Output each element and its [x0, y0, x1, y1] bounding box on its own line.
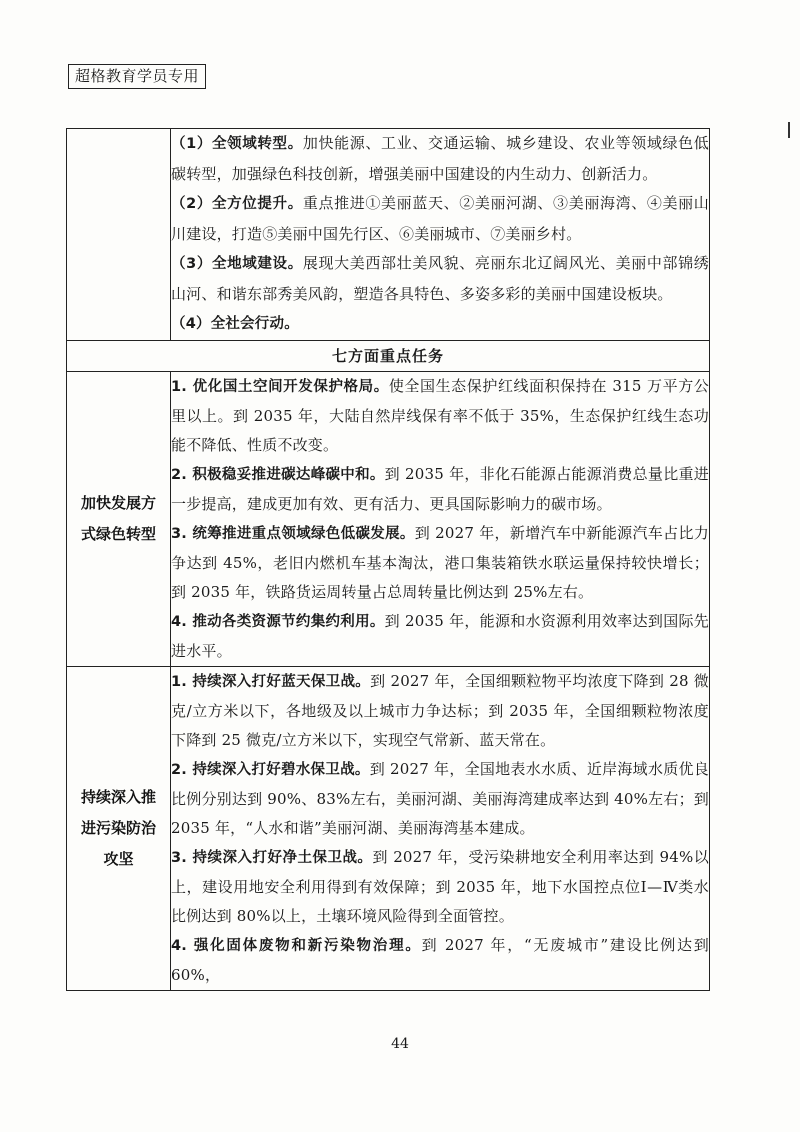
paragraph: 1. 持续深入打好蓝天保卫战。到 2027 年，全国细颗粒物平均浓度下降到 28 微克/立方米以下，各地级及以上城市力争达标；到 2035 年，全国细颗粒物浓度下降到 25 微克/立方米以下，实现空气常新、蓝天常在。: [171, 671, 709, 749]
paragraph: （1）全领域转型。加快能源、工业、交通运输、城乡建设、农业等领域绿色低碳转型，加强绿色科技创新，增强美丽中国建设的内生动力、创新活力。: [171, 134, 710, 183]
margin-mark: [788, 122, 790, 138]
table-row: [67, 666, 710, 990]
top-block-cell: [171, 129, 710, 341]
paragraph: 1. 优化国土空间开发保护格局。使全国生态保护红线面积保持在 315 万平方公里以上。到 2035 年，大陆自然岸线保有率不低于 35%，生态保护红线生态功能不降低、性质不改变。: [171, 376, 709, 454]
paragraph: 3. 持续深入打好净土保卫战。到 2027 年，受污染耕地安全利用率达到 94%以上，建设用地安全利用得到有效保障；到 2035 年，地下水国控点位Ⅰ—Ⅳ类水比例达到 80%以上，土壤环境风险得到全面管控。: [171, 847, 709, 925]
section-row: [67, 340, 710, 371]
row-body: [171, 666, 710, 990]
paragraph: 2. 积极稳妥推进碳达峰碳中和。到 2035 年，非化石能源占能源消费总量比重进一步提高，建成更加有效、更有活力、更具国际影响力的碳市场。: [171, 464, 709, 513]
row-label: 加快发展方 式绿色转型: [67, 371, 171, 666]
paragraph: 2. 持续深入打好碧水保卫战。到 2027 年，全国地表水水质、近岸海域水质优良比例分别达到 90%、83%左右，美丽河湖、美丽海湾建成率达到 40%左右；到 2035 年，“人水和谐”美丽河湖、美丽海湾基本建成。: [171, 759, 709, 837]
empty-label-cell: [67, 129, 171, 341]
section-title: 七方面重点任务: [67, 340, 710, 371]
paragraph: 3. 统筹推进重点领域绿色低碳发展。到 2027 年，新增汽车中新能源汽车占比力争达到 45%，老旧内燃机车基本淘汰，港口集装箱铁水联运量保持较快增长；到 2035 年，铁路货运周转量占总周转量比例达到 25%左右。: [171, 523, 709, 601]
row-label: 持续深入推 进污染防治 攻坚: [67, 666, 171, 990]
row-body: [171, 371, 710, 666]
paragraph: （2）全方位提升。重点推进①美丽蓝天、②美丽河湖、③美丽海湾、④美丽山川建设，打造⑤美丽中国先行区、⑥美丽城市、⑦美丽乡村。: [171, 194, 710, 243]
watermark-stamp: 超格教育学员专用: [68, 64, 206, 89]
content-table: [66, 128, 710, 991]
page-number: 44: [391, 1036, 409, 1052]
table-row: [67, 371, 710, 666]
paragraph: 4. 推动各类资源节约集约利用。到 2035 年，能源和水资源利用效率达到国际先进水平。: [171, 611, 709, 660]
paragraph: （4）全社会行动。: [171, 316, 299, 332]
table-row: [67, 129, 710, 341]
paragraph: 4. 强化固体废物和新污染物治理。到 2027 年，“无废城市”建设比例达到 60%，: [171, 935, 710, 984]
paragraph: （3）全地域建设。展现大美西部壮美风貌、亮丽东北辽阔风光、美丽中部锦绣山河、和谐东部秀美风韵，塑造各具特色、多姿多彩的美丽中国建设板块。: [171, 254, 710, 303]
